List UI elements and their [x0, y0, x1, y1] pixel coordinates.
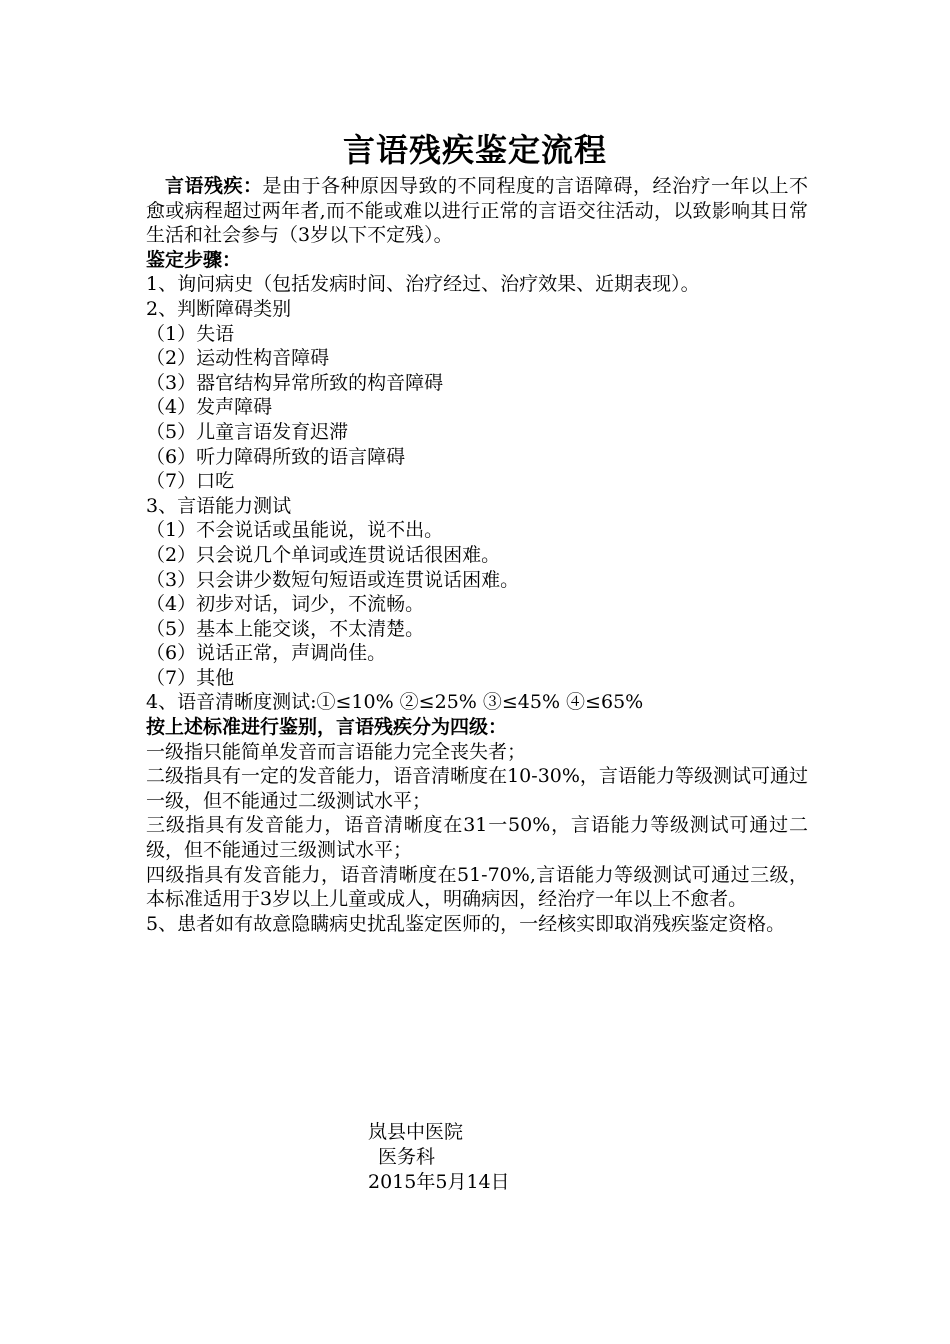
step-2-item: （5）儿童言语发育迟滞 — [146, 420, 349, 443]
grade-item: 四级指具有发音能力，语音清晰度在51-70%,言语能力等级测试可通过三级， 本标准适用于3岁以上儿童或成人，明确病因，经治疗一年以上不愈者。 — [146, 863, 808, 911]
step-3-item: （1）不会说话或虽能说，说不出。 — [146, 519, 444, 542]
step-1: 1、询问病史（包括发病时间、治疗经过、治疗效果、近期表现）。 — [146, 273, 700, 296]
step-3-item: （5）基本上能交谈，不太清楚。 — [146, 617, 425, 640]
step-2-item: （4）发声障碍 — [146, 396, 273, 419]
step-3-item: （2）只会说几个单词或连贯说话很困难。 — [146, 543, 501, 566]
intro-term: 言语残疾： — [165, 175, 263, 197]
step-2-item: （2）运动性构音障碍 — [146, 347, 330, 370]
grade-item: 一级指只能简单发音而言语能力完全丧失者； — [146, 740, 527, 763]
signature-date: 2015年5月14日 — [368, 1171, 510, 1193]
grades-heading: 按上述标准进行鉴别，言语残疾分为四级： — [146, 716, 508, 739]
grade-item: 二级指具有一定的发音能力，语音清晰度在10-30%，言语能力等级测试可通过一级，但不能通过二级测试水平； — [146, 765, 808, 812]
steps-heading: 鉴定步骤： — [146, 248, 242, 271]
step-3-heading: 3、言语能力测试 — [146, 494, 292, 517]
step-5: 5、患者如有故意隐瞒病史扰乱鉴定医师的，一经核实即取消残疾鉴定资格。 — [146, 912, 786, 935]
step-3-item: （7）其他 — [146, 666, 235, 689]
intro-text: 是由于各种原因导致的不同程度的言语障碍，经治疗一年以上不愈或病程超过两年者,而不能或难以进行正常的言语交往活动，以致影响其日常生活和社会参与（3岁以下不定残）。 — [146, 175, 808, 247]
step-2-item: （3）器官结构异常所致的构音障碍 — [146, 371, 444, 394]
signature-dept: 医务科 — [378, 1146, 436, 1168]
step-2-item: （1）失语 — [146, 322, 235, 345]
document-body — [146, 174, 808, 936]
page-title: 言语残疾鉴定流程 — [342, 131, 607, 169]
grade-item: 三级指具有发音能力，语音清晰度在31一50%，言语能力等级测试可通过二级，但不能通过三级测试水平； — [146, 814, 808, 862]
intro-paragraph — [146, 174, 808, 248]
signature-block — [368, 1120, 510, 1195]
step-3-item: （6）说话正常，声调尚佳。 — [146, 642, 387, 665]
step-3-item: （3）只会讲少数短句短语或连贯说话困难。 — [146, 568, 520, 591]
signature-org: 岚县中医院 — [368, 1121, 464, 1143]
step-4: 4、语音清晰度测试:①≤10% ②≤25% ③≤45% ④≤65% — [146, 691, 644, 714]
step-2-item: （7）口吃 — [146, 470, 235, 493]
step-2-item: （6）听力障碍所致的语言障碍 — [146, 445, 406, 468]
step-3-item: （4）初步对话，词少，不流畅。 — [146, 593, 425, 616]
step-2-heading: 2、判断障碍类别 — [146, 297, 292, 320]
